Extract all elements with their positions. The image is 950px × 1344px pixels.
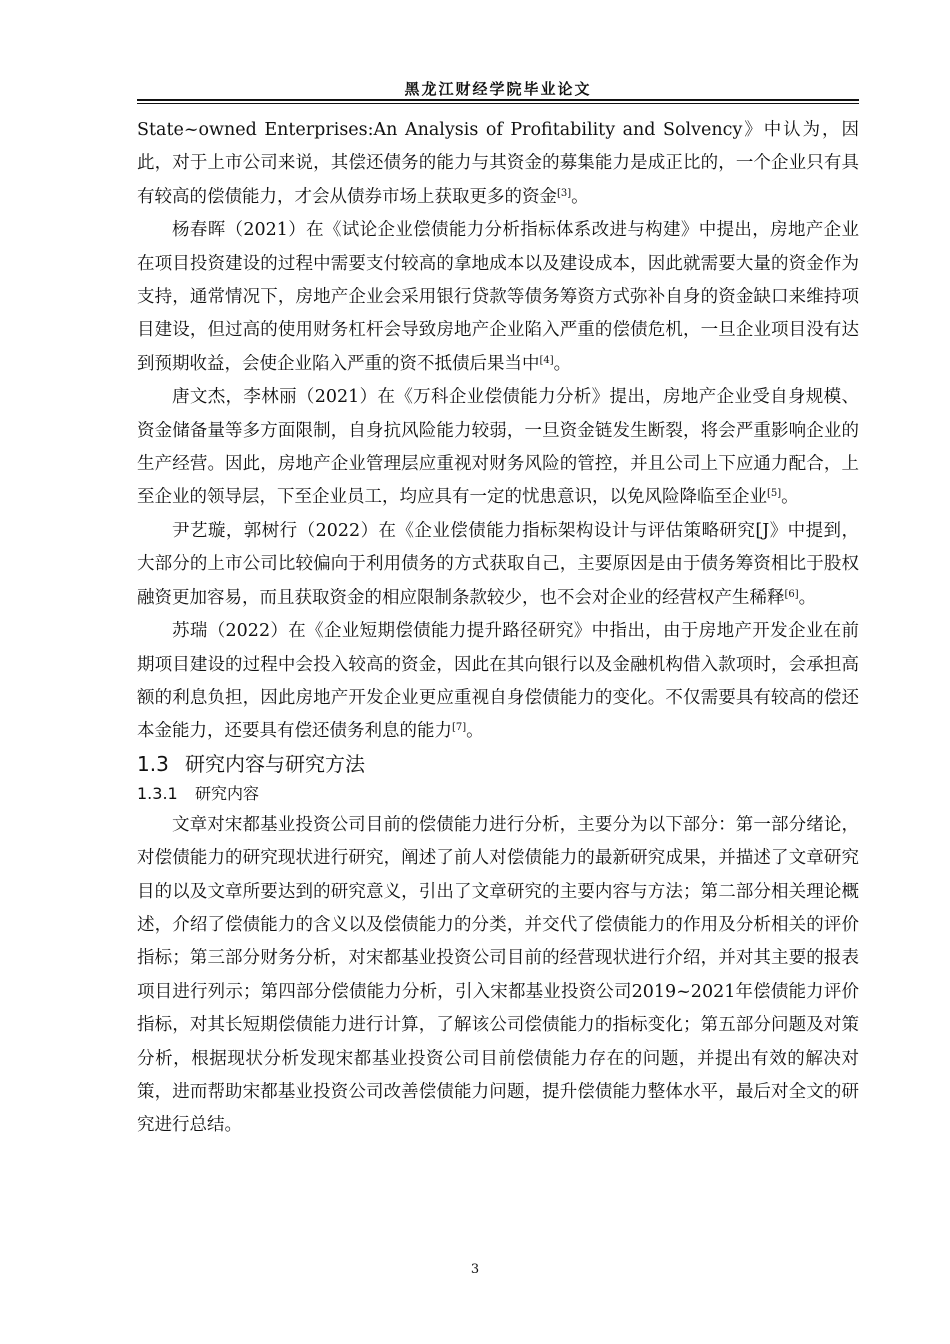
subsection-heading [137,779,859,809]
paragraph-yin: 尹艺璇，郭树行（2022）在《企业偿债能力指标架构设计与评估策略研究[J》中提到，大部分的上市公司比较偏向于利用债务的方式获取自己，主要原因是由于债务筹资相比于股权融资更加容易，而且获取资金的相应限制条款较少，也不会对企业的经营权产生稀释[6]。 [137,520,859,608]
header-rule-thick [137,99,859,101]
citation-ref: [3] [557,187,572,199]
paragraph-tang: 唐文杰，李林丽（2021）在《万科企业偿债能力分析》提出，房地产企业受自身规模、资金储备量等多方面限制，自身抗风险能力较弱，一旦资金链发生断裂，将会严重影响企业的生产经营。因此，房地产企业管理层应重视对财务风险的管控，并且公司上下应通力配合，上至企业的领导层，下至企业员工，均应具有一定的忧患意识，以免风险降临至企业[5]。 [137,387,859,508]
running-header: 黑龙江财经学院毕业论文 [404,80,592,98]
section-title: 研究内容与研究方法 [185,751,365,776]
subsection-title: 研究内容 [195,783,260,803]
paragraph-research-content: 文章对宋都基业投资公司目前的偿债能力进行分析，主要分为以下部分：第一部分绪论，对偿债能力的研究现状进行研究，阐述了前人对偿债能力的最新研究成果，并描述了文章研究目的以及文章所要达到的研究意义，引出了文章研究的主要内容与方法；第二部分相关理论概述，介绍了偿债能力的含义以及偿债能力的分类，并交代了偿债能力的作用及分析相关的评价指标；第三部分财务分析，对宋都基业投资公司目前的经营现状进行介绍，并对其主要的报表项目进行列示；第四部分偿债能力分析，引入宋都基业投资公司2019~2021年偿债能力评价指标，对其长短期偿债能力进行计算，了解该公司偿债能力的指标变化；第五部分问题及对策分析，根据现状分析发现宋都基业投资公司目前偿债能力存在的问题，并提出有效的解决对策，进而帮助宋都基业投资公司改善偿债能力问题，提升偿债能力整体水平，最后对全文的研究进行总结。 [137,814,859,1136]
section-number: 1.3 [137,751,169,776]
citation-ref: [5] [767,488,782,500]
citation-ref: [6] [784,588,799,600]
paragraph-su: 苏瑞（2022）在《企业短期偿债能力提升路径研究》中指出，由于房地产开发企业在前期项目建设的过程中会投入较高的资金，因此在其向银行以及金融机构借入款项时，会承担高额的利息负担，因此房地产开发企业更应重视自身偿债能力的变化。不仅需要具有较高的偿还本金能力，还要具有偿还债务利息的能力[7]。 [137,621,859,742]
paragraph-continued: State~owned Enterprises:An Analysis of Profitability and Solvency》中认为，因此，对于上市公司来说，其偿还债务的能力与其资金的募集能力是成正比的，一个企业只有具有较高的偿债能力，才会从债券市场上获取更多的资金[3]。 [137,120,859,207]
page-content [137,114,859,1143]
citation-ref: [4] [539,354,554,366]
subsection-number: 1.3.1 [137,783,178,803]
paragraph-yang: 杨春晖（2021）在《试论企业偿债能力分析指标体系改进与构建》中提出，房地产企业在项目投资建设的过程中需要支付较高的拿地成本以及建设成本，因此就需要大量的资金作为支持，通常情况下，房地产企业会采用银行贷款等债务筹资方式弥补自身的资金缺口来维持项目建设，但过高的使用财务杠杆会导致房地产企业陷入严重的偿债危机，一旦企业项目没有达到预期收益，会使企业陷入严重的资不抵债后果当中[4]。 [137,220,859,374]
section-heading [137,749,859,779]
citation-ref: [7] [452,722,467,734]
page-number: 3 [470,1262,480,1277]
header-rule-thin [137,103,859,104]
